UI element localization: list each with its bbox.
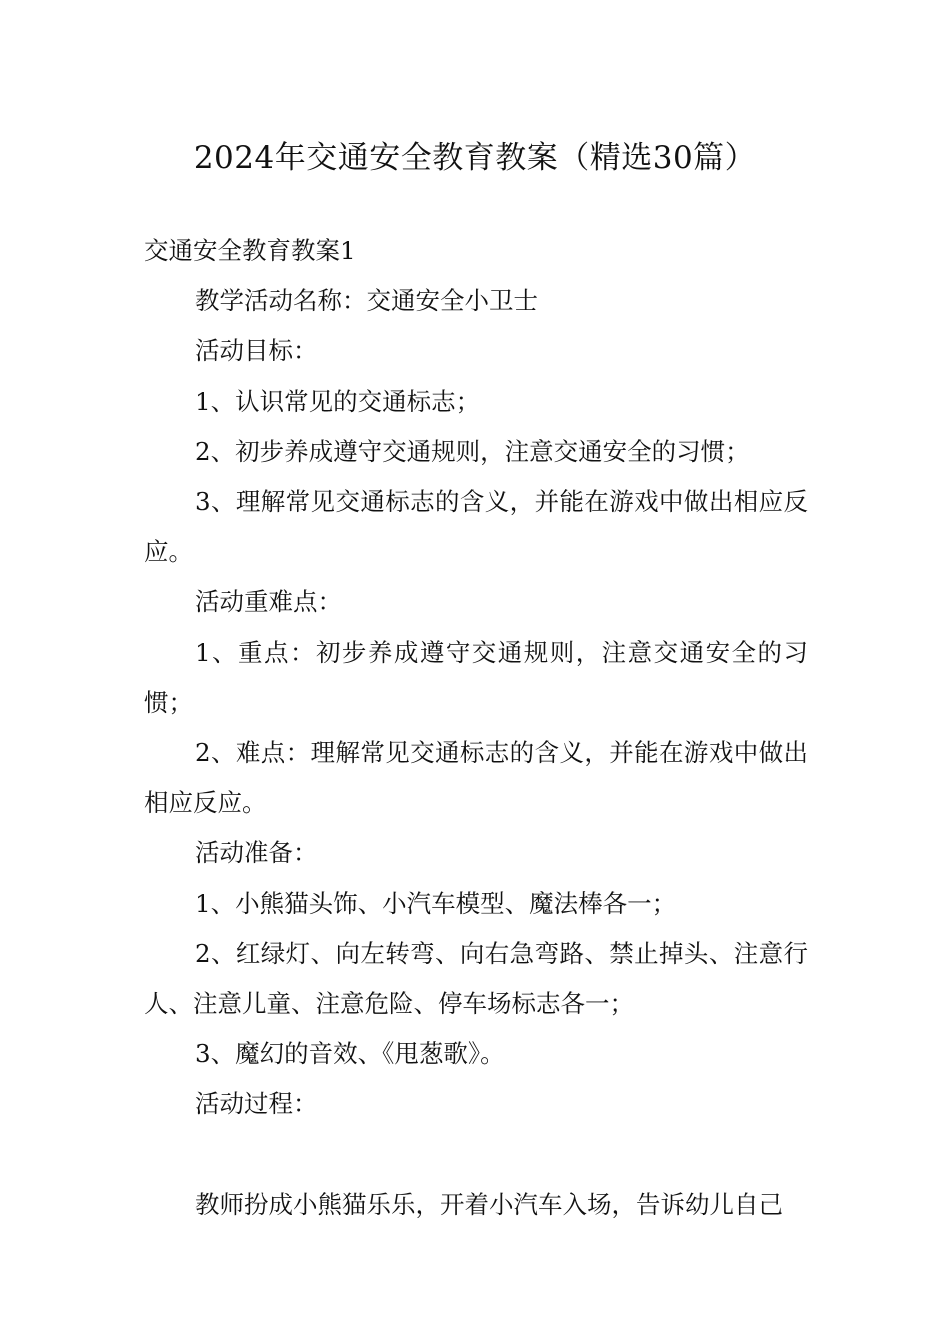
document-body [144,226,808,1230]
paragraph-key-point-2: 2、难点：理解常见交通标志的含义，并能在游戏中做出相应反应。 [144,738,808,818]
paragraph-goal-1: 1、认识常见的交通标志； [195,386,481,416]
paragraph-gap [144,1130,808,1180]
document-title: 2024年交通安全教育教案（精选30篇） [193,140,757,176]
paragraph-key-point-1: 1、重点：初步养成遵守交通规则，注意交通安全的习惯； [144,637,808,717]
paragraph-process-heading: 活动过程： [195,1089,318,1119]
paragraph-preparation-heading: 活动准备： [195,838,318,868]
paragraph-goals-heading: 活动目标： [195,336,318,366]
paragraph-key-points-heading: 活动重难点： [195,587,342,617]
section-heading: 交通安全教育教案1 [144,236,356,265]
paragraph-preparation-3: 3、魔幻的音效、《甩葱歌》。 [195,1039,505,1069]
paragraph-preparation-1: 1、小熊猫头饰、小汽车模型、魔法棒各一； [195,888,677,918]
paragraph-goal-2: 2、初步养成遵守交通规则，注意交通安全的习惯； [195,436,750,466]
paragraph-activity-name: 教学活动名称：交通安全小卫士 [195,286,538,316]
paragraph-process-text: 教师扮成小熊猫乐乐，开着小汽车入场，告诉幼儿自己 [195,1189,783,1219]
paragraph-preparation-2: 2、红绿灯、向左转弯、向右急弯路、禁止掉头、注意行人、注意儿童、注意危险、停车场标志各一； [144,938,808,1019]
paragraph-goal-3: 3、理解常见交通标志的含义，并能在游戏中做出相应反应。 [144,487,808,567]
